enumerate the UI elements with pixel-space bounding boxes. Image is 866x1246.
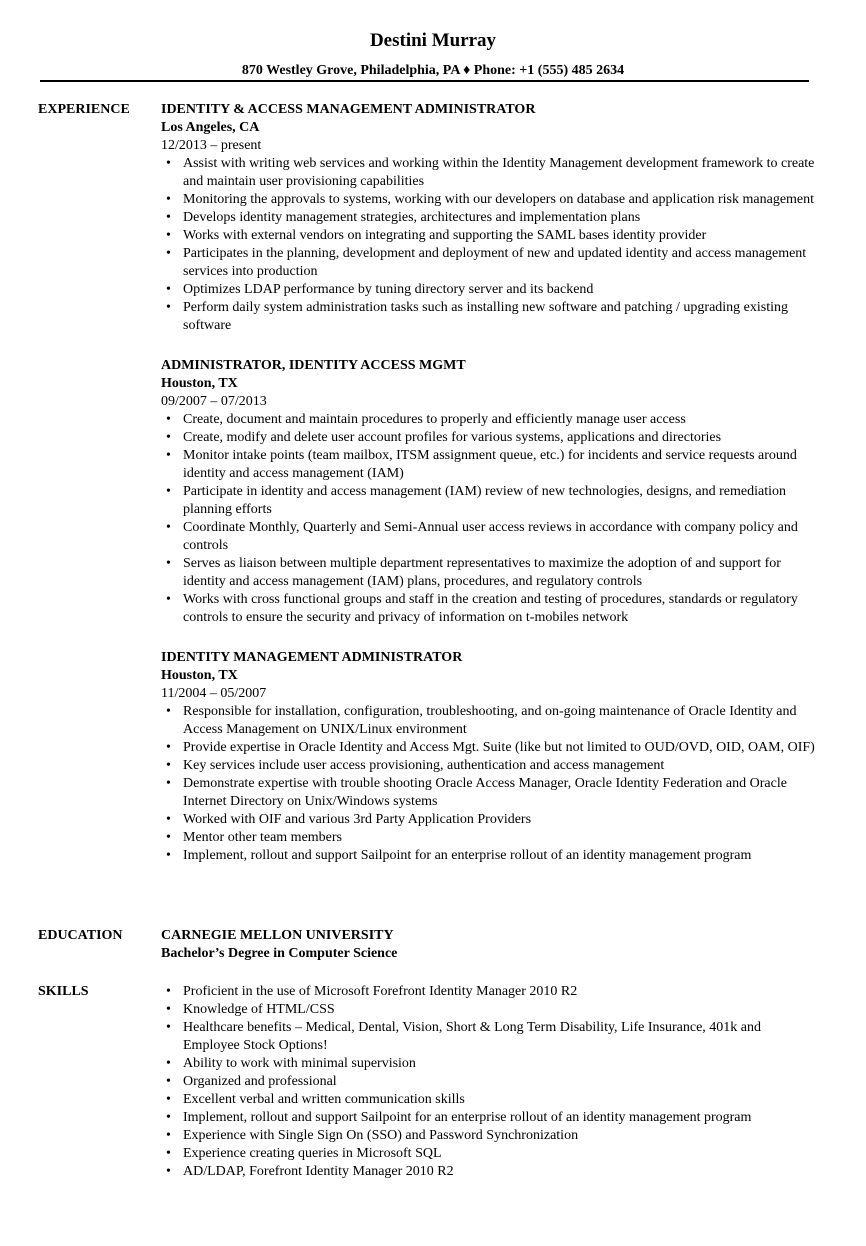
bullet-item: • Participates in the planning, development and deployment of new and updated identity and access management services into production: [183, 245, 821, 281]
job-location: Houston, TX: [161, 376, 238, 391]
bullet-item: • Create, modify and delete user account profiles for various systems, applications and directories: [183, 429, 821, 447]
bullet-item: • Works with cross functional groups and staff in the creation and testing of procedures, standards or regulatory controls to ensure the security and privacy of information on t-mobiles network: [183, 591, 821, 627]
degree-name: Bachelor’s Degree in Computer Science: [161, 946, 398, 961]
bullet-item: • Responsible for installation, configuration, troubleshooting, and on-going maintenance of Oracle Identity and Access Management on UNIX/Linux environment: [183, 703, 821, 739]
job-location: Houston, TX: [161, 668, 238, 683]
section-label-education: EDUCATION: [38, 928, 123, 943]
bullet-item: • Develops identity management strategies, architectures and implementation plans: [183, 209, 821, 227]
experience-list: [161, 101, 821, 887]
skill-item: • AD/LDAP, Forefront Identity Manager 2010 R2: [183, 1163, 821, 1181]
bullet-item: • Create, document and maintain procedures to properly and efficiently manage user access: [183, 411, 821, 429]
skill-item: • Knowledge of HTML/CSS: [183, 1001, 821, 1019]
contact-line: 870 Westley Grove, Philadelphia, PA ♦ Phone: +1 (555) 485 2634: [241, 63, 625, 78]
bullet-item: • Coordinate Monthly, Quarterly and Semi-Annual user access reviews in accordance with company policy and controls: [183, 519, 821, 555]
job-entry: [161, 101, 821, 335]
skill-item: • Excellent verbal and written communication skills: [183, 1091, 821, 1109]
bullet-item: • Optimizes LDAP performance by tuning directory server and its backend: [183, 281, 821, 299]
skill-item: • Experience creating queries in Microsoft SQL: [183, 1145, 821, 1163]
job-bullets: [161, 411, 821, 627]
job-dates: 11/2004 – 05/2007: [161, 686, 267, 701]
job-entry: [161, 649, 821, 865]
bullet-item: • Provide expertise in Oracle Identity and Access Mgt. Suite (like but not limited to OUD/OVD, OID, OAM, OIF): [183, 739, 821, 757]
school-name: CARNEGIE MELLON UNIVERSITY: [161, 928, 394, 943]
bullet-item: • Monitoring the approvals to systems, working with our developers on database and application risk management: [183, 191, 821, 209]
job-bullets: [161, 155, 821, 335]
job-title: ADMINISTRATOR, IDENTITY ACCESS MGMT: [161, 358, 466, 373]
bullet-item: • Implement, rollout and support Sailpoint for an enterprise rollout of an identity management program: [183, 847, 821, 865]
bullet-item: • Key services include user access provisioning, authentication and access management: [183, 757, 821, 775]
job-bullets: [161, 703, 821, 865]
section-label-experience: EXPERIENCE: [38, 102, 130, 117]
bullet-item: • Works with external vendors on integrating and supporting the SAML bases identity provider: [183, 227, 821, 245]
job-dates: 09/2007 – 07/2013: [161, 394, 267, 409]
candidate-name: Destini Murray: [369, 30, 497, 51]
job-location: Los Angeles, CA: [161, 120, 260, 135]
bullet-item: • Worked with OIF and various 3rd Party Application Providers: [183, 811, 821, 829]
skill-item: • Implement, rollout and support Sailpoint for an enterprise rollout of an identity management program: [183, 1109, 821, 1127]
skills-list: [161, 983, 821, 1181]
bullet-item: • Serves as liaison between multiple department representatives to maximize the adoption of and support for identity and access management (IAM) plans, procedures, and regulatory controls: [183, 555, 821, 591]
skill-item: • Experience with Single Sign On (SSO) and Password Synchronization: [183, 1127, 821, 1145]
bullet-item: • Demonstrate expertise with trouble shooting Oracle Access Manager, Oracle Identity Federation and Oracle Internet Directory on Unix/Windows systems: [183, 775, 821, 811]
bullet-item: • Monitor intake points (team mailbox, ITSM assignment queue, etc.) for incidents and service requests around identity and access management (IAM): [183, 447, 821, 483]
bullet-item: • Mentor other team members: [183, 829, 821, 847]
skill-item: • Proficient in the use of Microsoft Forefront Identity Manager 2010 R2: [183, 983, 821, 1001]
education-entry: [161, 927, 821, 963]
bullet-item: • Perform daily system administration tasks such as installing new software and patching / upgrading existing software: [183, 299, 821, 335]
skill-item: • Ability to work with minimal supervision: [183, 1055, 821, 1073]
skill-item: • Organized and professional: [183, 1073, 821, 1091]
skill-item: • Healthcare benefits – Medical, Dental, Vision, Short & Long Term Disability, Life Insurance, 401k and Employee Stock Options!: [183, 1019, 821, 1055]
header-divider: [40, 80, 809, 82]
job-title: IDENTITY MANAGEMENT ADMINISTRATOR: [161, 650, 463, 665]
bullet-item: • Participate in identity and access management (IAM) review of new technologies, designs, and remediation planning efforts: [183, 483, 821, 519]
job-dates: 12/2013 – present: [161, 138, 262, 153]
skill-bullets: [161, 983, 821, 1181]
job-entry: [161, 357, 821, 627]
section-label-skills: SKILLS: [38, 984, 89, 999]
job-title: IDENTITY & ACCESS MANAGEMENT ADMINISTRATOR: [161, 102, 536, 117]
bullet-item: • Assist with writing web services and working within the Identity Management development framework to create and maintain user provisioning capabilities: [183, 155, 821, 191]
